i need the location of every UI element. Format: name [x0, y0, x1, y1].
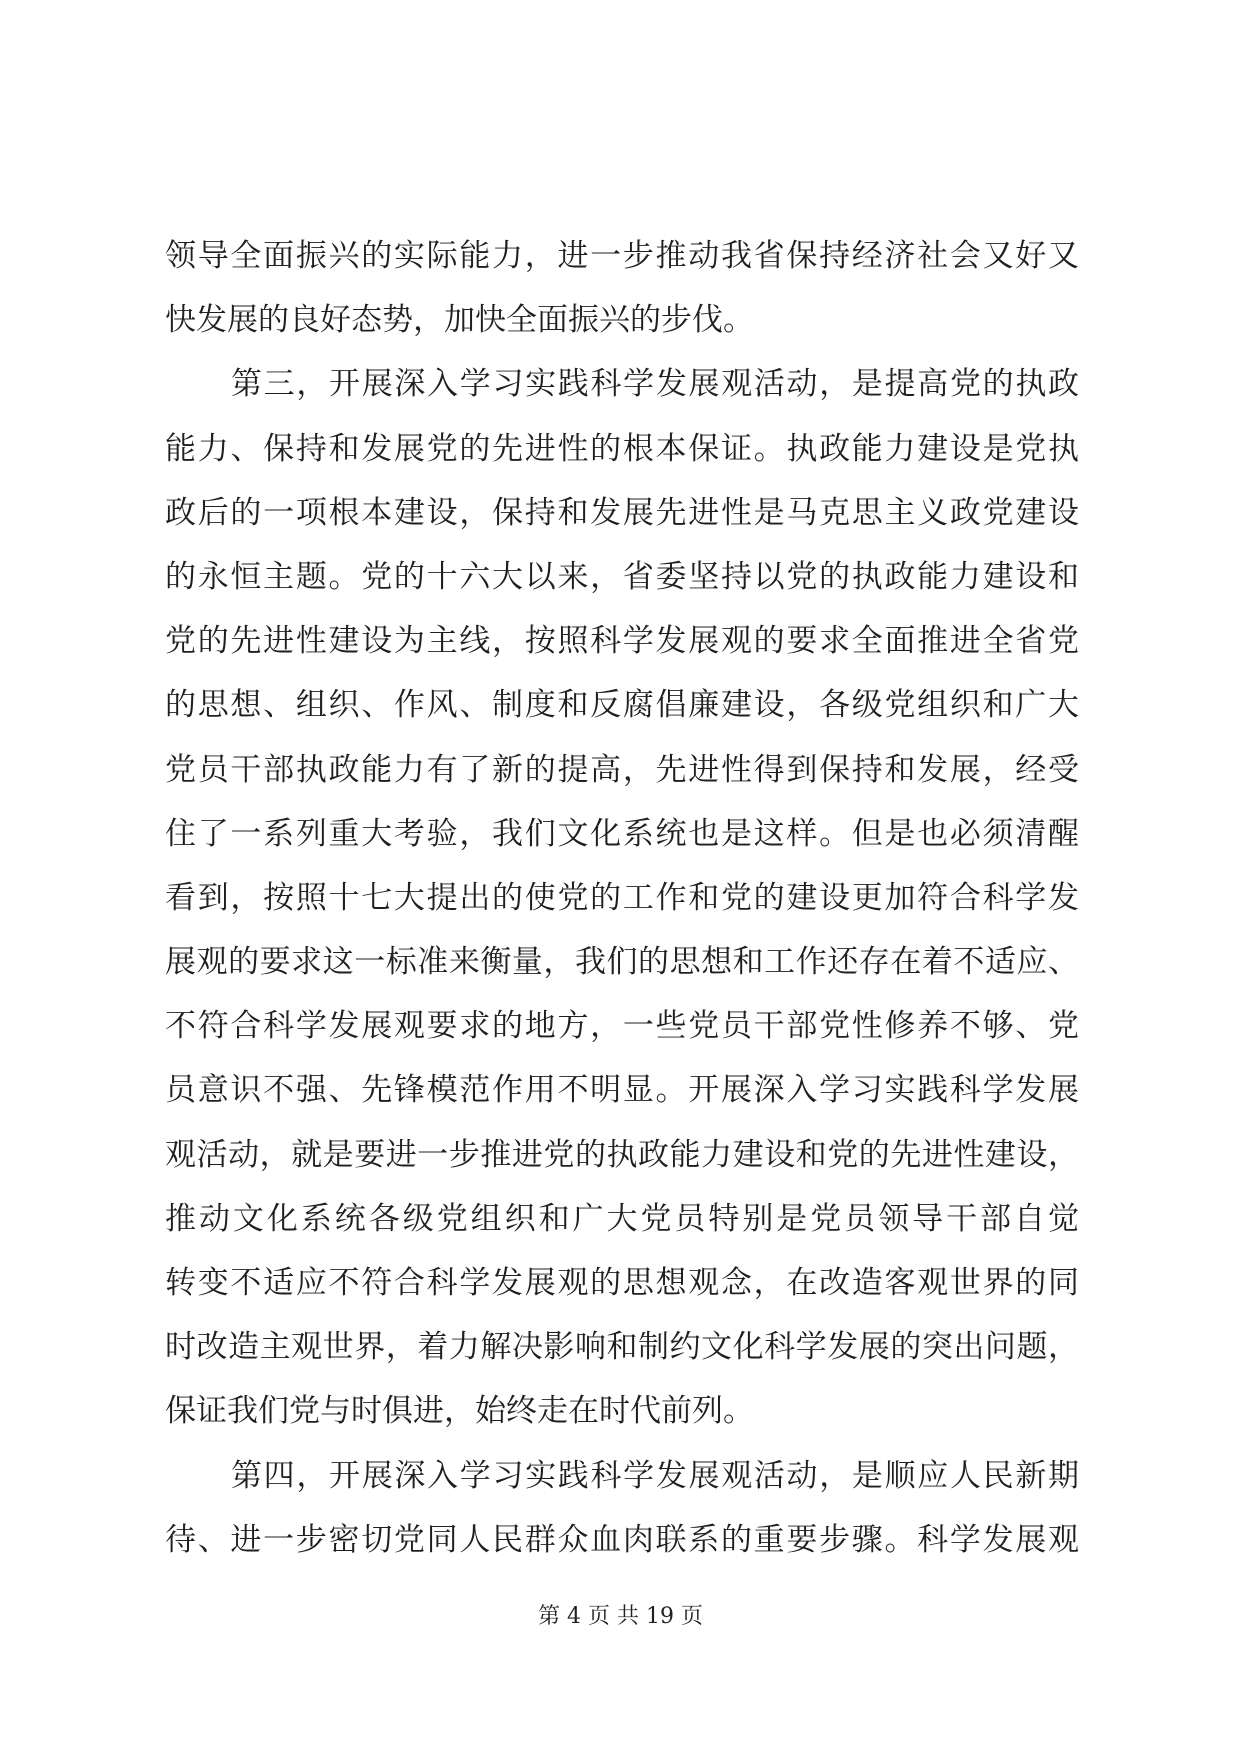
text-line: 员意识不强、先锋模范作用不明显。开展深入学习实践科学发展 — [165, 1072, 1079, 1109]
text-line: 推动文化系统各级党组织和广大党员特别是党员领导干部自觉 — [165, 1200, 1079, 1237]
text-line: 的永恒主题。党的十六大以来，省委坚持以党的执政能力建设和 — [165, 558, 1079, 595]
text-line: 看到，按照十七大提出的使党的工作和党的建设更加符合科学发 — [165, 879, 1079, 916]
text-line: 待、进一步密切党同人民群众血肉联系的重要步骤。科学发展观 — [165, 1521, 1079, 1558]
text-line: 政后的一项根本建设，保持和发展先进性是马克思主义政党建设 — [165, 494, 1079, 531]
page-footer: 第 4 页 共 19 页 — [538, 1604, 703, 1629]
text-line: 住了一系列重大考验，我们文化系统也是这样。但是也必须清醒 — [165, 815, 1079, 852]
text-line: 保证我们党与时俱进，始终走在时代前列。 — [165, 1393, 754, 1430]
text-line: 领导全面振兴的实际能力，进一步推动我省保持经济社会又好又 — [165, 238, 1079, 274]
text-line: 第三，开展深入学习实践科学发展观活动，是提高党的执政 — [231, 366, 1079, 403]
text-line: 的思想、组织、作风、制度和反腐倡廉建设，各级党组织和广大 — [165, 687, 1079, 724]
text-line: 党的先进性建设为主线，按照科学发展观的要求全面推进全省党 — [165, 623, 1079, 660]
text-line: 时改造主观世界，着力解决影响和制约文化科学发展的突出问题， — [165, 1329, 1079, 1366]
text-line: 转变不适应不符合科学发展观的思想观念，在改造客观世界的同 — [165, 1265, 1079, 1301]
text-line: 快发展的良好态势，加快全面振兴的步伐。 — [165, 302, 754, 339]
text-line: 观活动，就是要进一步推进党的执政能力建设和党的先进性建设， — [165, 1136, 1079, 1173]
document-body — [165, 224, 1079, 1572]
text-line: 党员干部执政能力有了新的提高，先进性得到保持和发展，经受 — [165, 751, 1079, 788]
text-line: 不符合科学发展观要求的地方，一些党员干部党性修养不够、党 — [165, 1008, 1079, 1045]
text-line: 第四，开展深入学习实践科学发展观活动，是顺应人民新期 — [231, 1457, 1079, 1494]
text-line: 能力、保持和发展党的先进性的根本保证。执政能力建设是党执 — [165, 430, 1079, 467]
text-line: 展观的要求这一标准来衡量，我们的思想和工作还存在着不适应、 — [165, 944, 1079, 981]
